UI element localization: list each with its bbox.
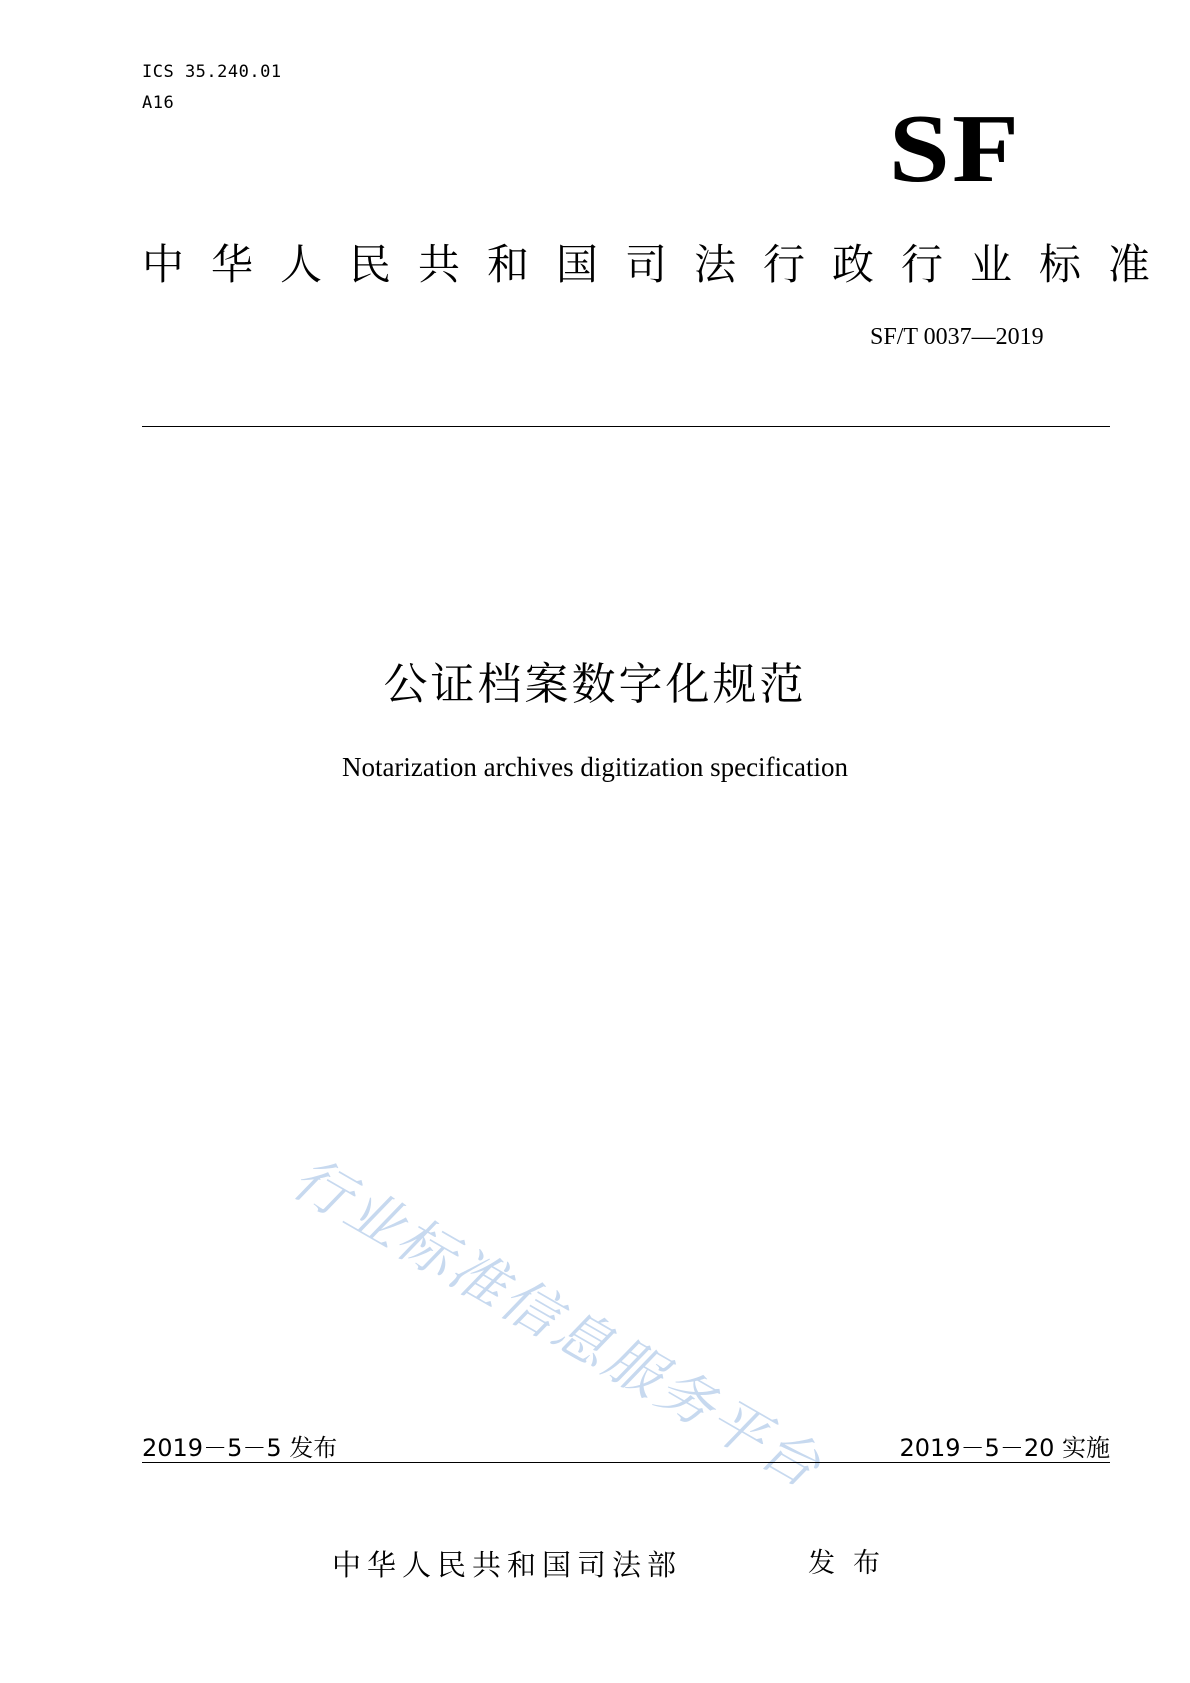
- issue-date: 2019－5－5 发布: [142, 1434, 338, 1462]
- publish-label: 发布: [808, 1548, 898, 1579]
- footer-divider: [142, 1462, 1110, 1463]
- header-divider: [142, 426, 1110, 427]
- standard-category: 中华人民共和国司法行政行业标准: [142, 240, 1178, 289]
- document-title-english: Notarization archives digitization specification: [341, 752, 849, 782]
- publisher: 中华人民共和国司法部: [332, 1548, 683, 1582]
- classification-code: A16: [142, 93, 175, 113]
- implementation-date: 2019－5－20 实施: [899, 1434, 1110, 1462]
- sf-logo: SF: [888, 95, 1022, 203]
- ics-code: ICS 35.240.01: [142, 62, 282, 82]
- document-title-chinese: 公证档案数字化规范: [383, 659, 807, 710]
- watermark: 行业标准信息服务平台: [281, 1145, 834, 1503]
- standard-number: SF/T 0037—2019: [870, 324, 1044, 350]
